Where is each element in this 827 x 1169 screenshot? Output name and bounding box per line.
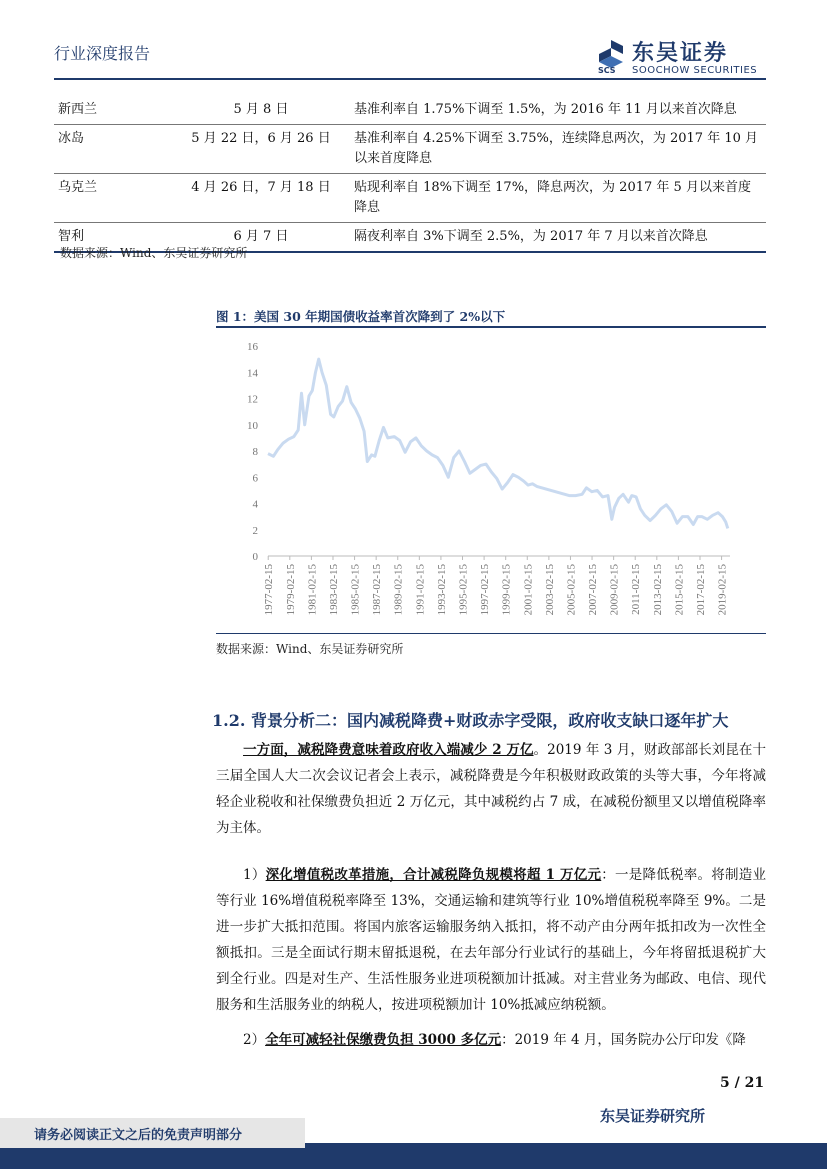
paragraph-3-body: ：2019 年 4 月，国务院办公厅印发《降 [501,1032,746,1048]
desc-cell: 基准利率自 1.75%下调至 1.5%，为 2016 年 11 月以来首次降息 [354,102,737,117]
report-type-title: 行业深度报告 [54,44,151,63]
dates-cell: 6 月 7 日 [233,229,289,244]
rate-cut-table [54,96,766,253]
x-tick-label: 1989-02-15 [392,564,405,616]
footer-org-name: 东吴证券研究所 [600,1107,706,1125]
x-tick-label: 1991-02-15 [414,564,427,616]
section-heading: 1.2. 背景分析二：国内减税降费+财政赤字受限，政府收支缺口逐年扩大 [212,711,729,730]
x-tick-label: 2007-02-15 [587,564,600,616]
desc-cell: 基准利率自 4.25%下调至 3.75%，连续降息两次，为 2017 年 10 月以来首度降息 [354,131,759,166]
x-tick-label: 2019-02-15 [716,564,729,616]
y-tick-label: 14 [247,367,258,380]
dates-cell: 5 月 22 日，6 月 26 日 [191,131,331,146]
header-divider [54,78,766,80]
logo-cn-text: 东吴证券 [632,41,729,66]
x-tick-label: 1999-02-15 [500,564,513,616]
logo-abbr: SCS [598,66,616,75]
x-tick-label: 2001-02-15 [522,564,535,616]
desc-cell: 贴现利率自 18%下调至 17%，降息两次，为 2017 年 5 月以来首度降息 [354,180,751,215]
table-row [54,174,766,223]
figure-source: 数据来源：Wind、东吴证券研究所 [216,642,404,656]
yield-series-line [268,359,728,528]
figure-title: 图 1：美国 30 年期国债收益率首次降到了 2%以下 [216,309,506,324]
table-row [54,96,766,125]
x-tick-label: 1987-02-15 [371,564,384,616]
y-tick-label: 2 [252,524,258,537]
x-tick-label: 2013-02-15 [651,564,664,616]
paragraph-1-body: 。2019 年 3 月，财政部部长刘昆在十三届全国人大二次会议记者会上表示，减税降费是今年积极财政政策的头等大事，今年将减轻企业税收和社保缴费负担近 2 万亿元，其中减税约占 7 成，在减税份额里又以增值税降率为主体。 [216,742,767,836]
country-cell: 新西兰 [58,102,98,117]
paragraph-1 [216,737,766,841]
paragraph-2 [216,862,766,1018]
x-tick-label: 2003-02-15 [543,564,556,616]
x-tick-label: 1985-02-15 [349,564,362,616]
x-tick-label: 1979-02-15 [284,564,297,616]
x-tick-label: 2017-02-15 [694,564,707,616]
figure-bottom-rule [216,633,766,634]
country-cell: 智利 [58,229,85,244]
paragraph-3-number: 2） [243,1032,266,1048]
y-tick-label: 8 [252,446,258,458]
country-cell: 乌克兰 [58,180,98,195]
x-tick-label: 2009-02-15 [608,564,621,616]
country-cell: 冰岛 [58,131,85,146]
logo-en-text: SOOCHOW SECURITIES [632,65,758,76]
paragraph-3 [216,1027,766,1053]
y-tick-label: 10 [247,419,258,432]
x-tick-label: 1993-02-15 [435,564,448,616]
table-row [54,125,766,174]
x-tick-label: 1997-02-15 [479,564,492,616]
disclaimer-text: 请务必阅读正文之后的免责声明部分 [34,1128,243,1143]
paragraph-2-body: ：一是降低税率。将制造业等行业 16%增值税税率降至 13%，交通运输和建筑等行业 10%增值税税率降至 9%。二是进一步扩大抵扣范围。将国内旅客运输服务纳入抵扣，将不动产由分两年抵扣改为一次性全额抵扣。三是全面试行期末留抵退税，在去年部分行业试行的基础上，今年将留抵退税扩大到全行业。四是对生产、生活性服务业进项税额加计抵减。对主营业务为邮政、电信、现代服务和生活服务业的纳税人，按进项税额加计 10%抵减应纳税额。 [216,867,767,1013]
y-tick-label: 6 [252,472,258,485]
dates-cell: 4 月 26 日，7 月 18 日 [191,180,331,195]
x-tick-label: 1995-02-15 [457,564,470,616]
y-tick-label: 12 [247,393,258,406]
paragraph-1-lead: 一方面，减税降费意味着政府收入端减少 2 万亿 [243,742,534,758]
x-tick-label: 1981-02-15 [306,564,319,616]
paragraph-2-lead: 深化增值税改革措施，合计减税降负规模将超 1 万亿元 [265,867,602,883]
paragraph-2-number: 1） [243,867,266,883]
table-source: 数据来源：Wind、东吴证券研究所 [60,246,248,260]
x-tick-label: 1977-02-15 [263,564,276,616]
y-tick-label: 0 [252,551,258,563]
x-tick-label: 1983-02-15 [327,564,340,616]
x-tick-label: 2005-02-15 [565,564,578,616]
figure-top-rule [216,326,766,328]
dates-cell: 5 月 8 日 [233,102,289,117]
x-tick-label: 2011-02-15 [630,564,643,615]
y-tick-label: 16 [247,341,258,353]
yield-line-chart [216,332,766,630]
desc-cell: 隔夜利率自 3%下调至 2.5%，为 2017 年 7 月以来首次降息 [354,229,708,244]
y-tick-label: 4 [252,498,258,511]
page-number: 5 / 21 [720,1075,765,1091]
paragraph-3-lead: 全年可减轻社保缴费负担 3000 多亿元 [265,1032,502,1048]
x-tick-label: 2015-02-15 [673,564,686,616]
